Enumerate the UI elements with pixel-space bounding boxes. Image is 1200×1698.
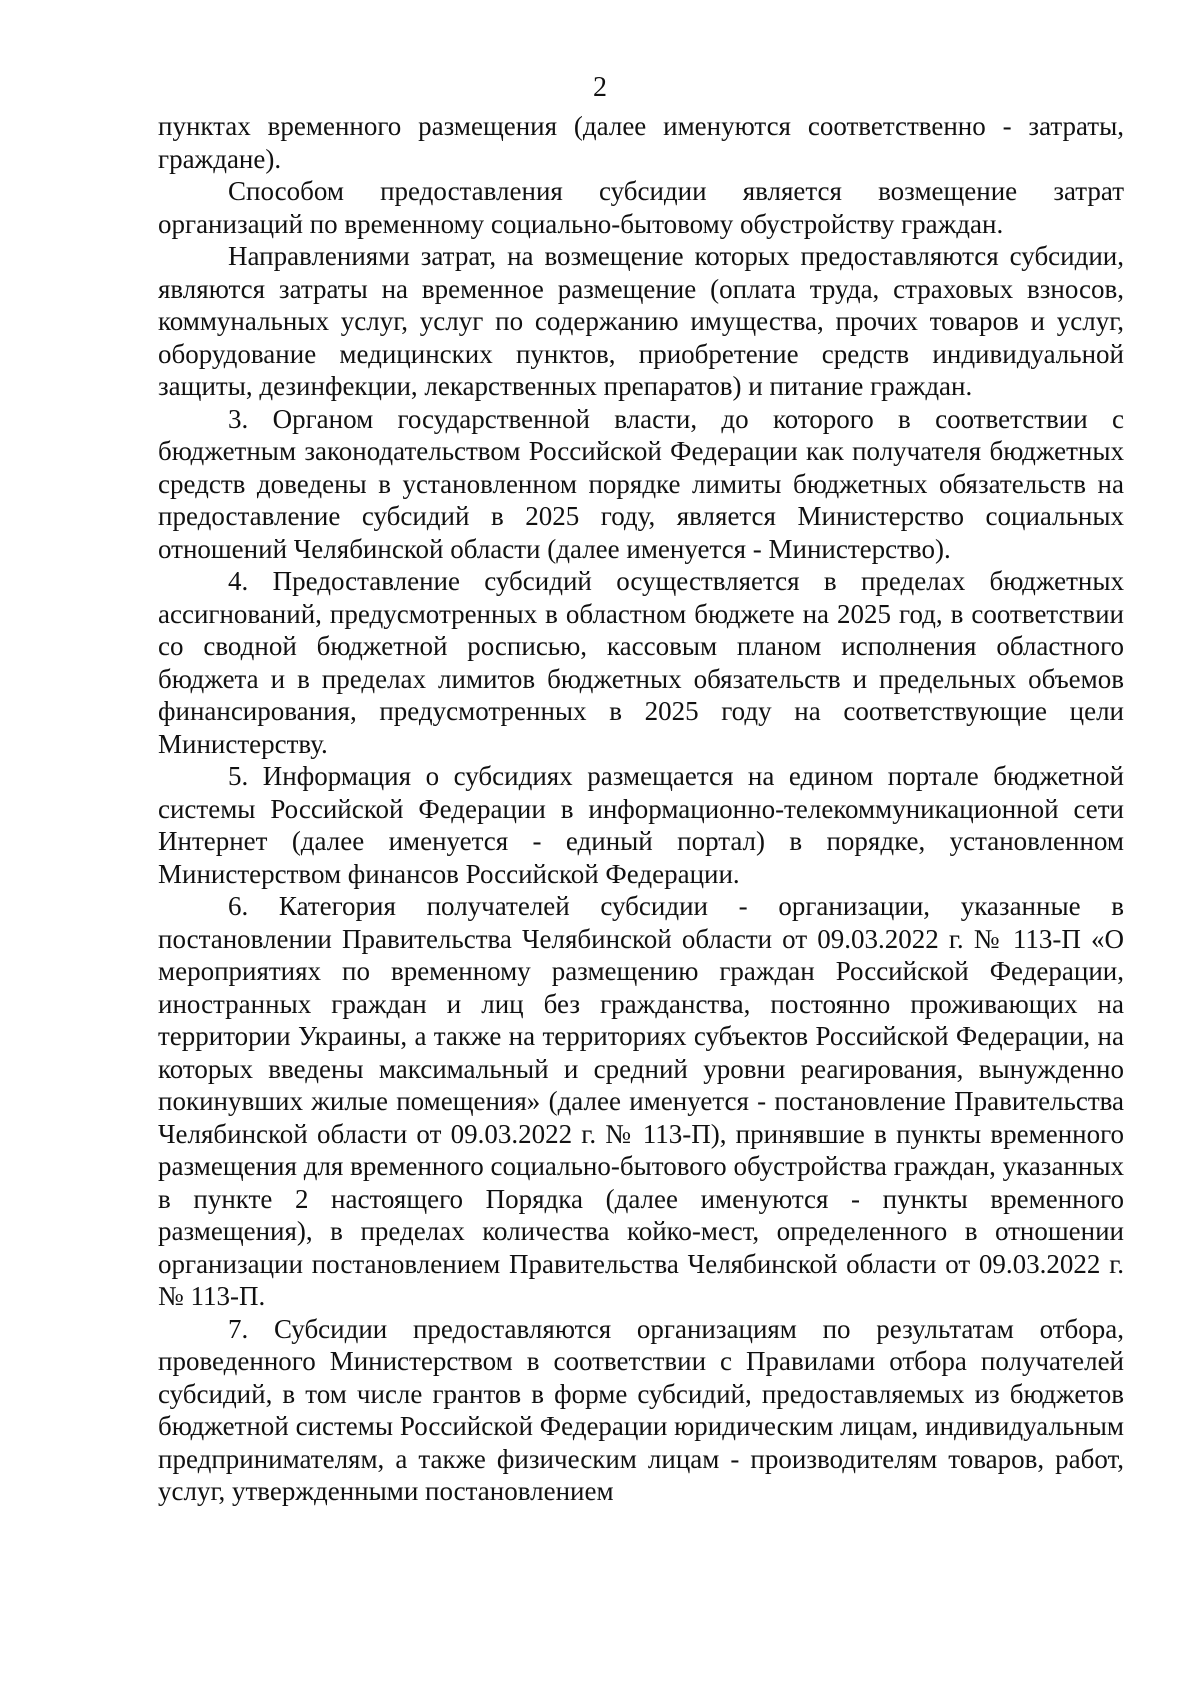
document-body xyxy=(158,110,1124,1508)
paragraph-method: Способом предоставления субсидии является возмещение затрат организаций по временному социально-бытовому обустройству граждан. xyxy=(158,176,1124,239)
paragraph-item-4: 4. Предоставление субсидий осуществляется в пределах бюджетных ассигнований, предусмотренных в областном бюджете на 2025 год, в соответствии со сводной бюджетной росписью, кассовым планом исполнения областного бюджета и в пределах лимитов бюджетных обязательств и предельных объемов финансирования, предусмотренных в 2025 году на соответствующие цели Министерству. xyxy=(158,566,1124,759)
paragraph-item-3: 3. Органом государственной власти, до которого в соответствии с бюджетным законодательством Российской Федерации как получателя бюджетных средств доведены в установленном порядке лимиты бюджетных обязательств на предоставление субсидий в 2025 году, является Министерство социальных отношений Челябинской области (далее именуется - Министерство). xyxy=(158,403,1124,564)
paragraph-item-7: 7. Субсидии предоставляются организациям по результатам отбора, проведенного Министерством в соответствии с Правилами отбора получателей субсидий, в том числе грантов в форме субсидий, предоставляемых из бюджетов бюджетной системы Российской Федерации юридическим лицам, индивидуальным предпринимателям, а также физическим лицам - производителям товаров, работ, услуг, утвержденными постановлением xyxy=(158,1313,1124,1506)
paragraph-item-5: 5. Информация о субсидиях размещается на едином портале бюджетной системы Российской Федерации в информационно-телекоммуникационной сети Интернет (далее именуется - единый портал) в порядке, установленном Министерством финансов Российской Федерации. xyxy=(158,761,1124,889)
paragraph-directions: Направлениями затрат, на возмещение которых предоставляются субсидии, являются затраты на временное размещение (оплата труда, страховых взносов, коммунальных услуг, услуг по содержанию имущества, прочих товаров и услуг, оборудование медицинских пунктов, приобретение средств индивидуальной защиты, дезинфекции, лекарственных препаратов) и питание граждан. xyxy=(158,241,1124,401)
paragraph-item-6: 6. Категория получателей субсидии - организации, указанные в постановлении Правительства Челябинской области от 09.03.2022 г. № 113-П «О мероприятиях по временному размещению граждан Российской Федерации, иностранных граждан и лиц без гражданства, постоянно проживающих на территории Украины, а также на территориях субъектов Российской Федерации, на которых введены максимальный и средний уровни реагирования, вынужденно покинувших жилые помещения» (далее именуется - постановление Правительства Челябинской области от 09.03.2022 г. № 113-П), принявшие в пункты временного размещения для временного социально-бытового обустройства граждан, указанных в пункте 2 настоящего Порядка (далее именуются - пункты временного размещения), в пределах количества койко-мест, определенного в отношении организации постановлением Правительства Челябинской области от 09.03.2022 г. № 113-П. xyxy=(158,891,1124,1311)
page-number: 2 xyxy=(593,72,607,103)
paragraph-continuation: пунктах временного размещения (далее именуются соответственно - затраты, граждане). xyxy=(158,111,1124,174)
